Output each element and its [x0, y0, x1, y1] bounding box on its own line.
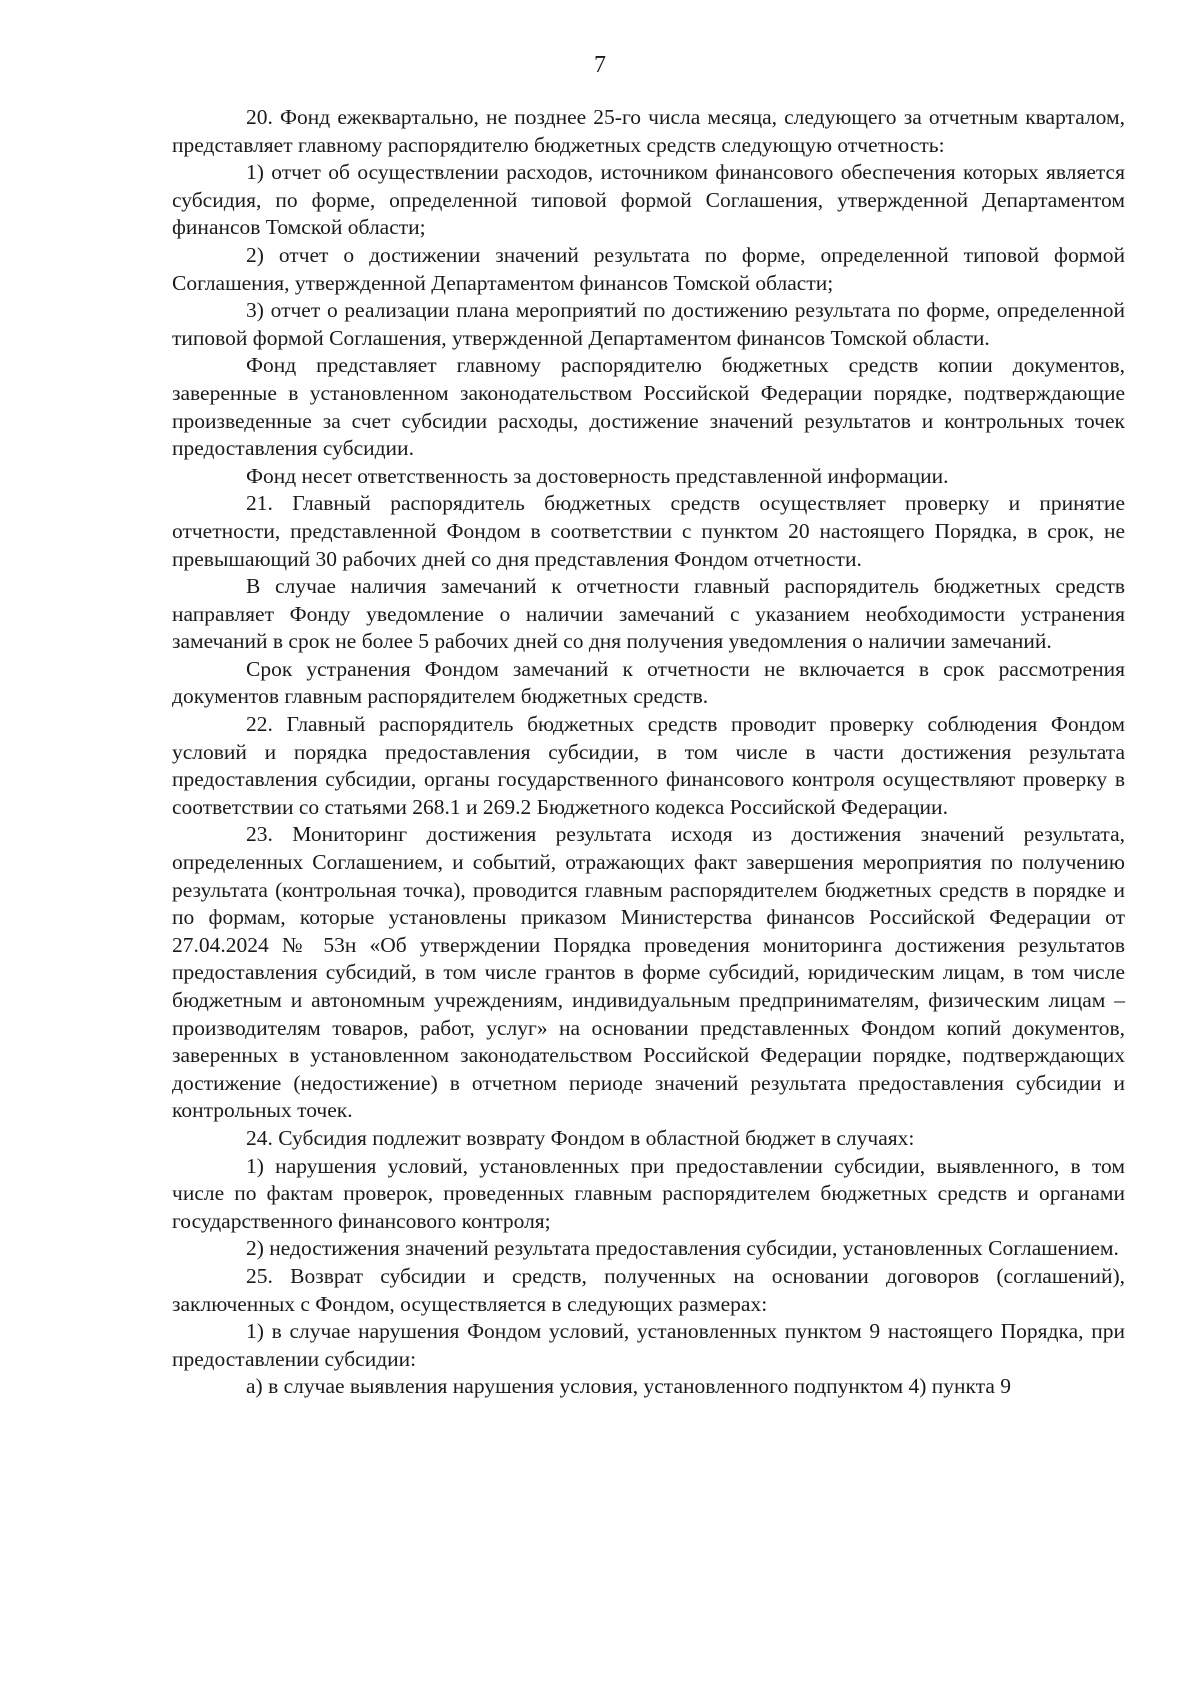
- paragraph-20-responsibility: Фонд несет ответственность за достоверность представленной информации.: [246, 463, 949, 488]
- paragraph-20-copies: Фонд представляет главному распорядителю бюджетных средств копии документов, заверенные в установленном законодательством Российской Федерации порядке, подтверждающие произведенные за счет субсидии расходы, достижение значений результатов и контрольных точек предоставления субсидии.: [172, 353, 1125, 461]
- document-body: [172, 104, 1125, 1401]
- paragraph-21-remarks: В случае наличия замечаний к отчетности главный распорядитель бюджетных средств направляет Фонду уведомление о наличии замечаний с указанием необходимости устранения замечаний в срок не более 5 рабочих дней со дня получения уведомления о наличии замечаний.: [172, 574, 1125, 654]
- paragraph-24: 24. Субсидия подлежит возврату Фондом в областной бюджет в случаях:: [246, 1125, 915, 1150]
- paragraph-24-item-2: 2) недостижения значений результата предоставления субсидии, установленных Соглашением.: [246, 1236, 1119, 1261]
- paragraph-21: 21. Главный распорядитель бюджетных средств осуществляет проверку и принятие отчетности, представленной Фондом в соответствии с пунктом 20 настоящего Порядка, в срок, не превышающий 30 рабочих дней со дня представления Фондом отчетности.: [172, 491, 1125, 571]
- paragraph-20-item-3: 3) отчет о реализации плана мероприятий по достижению результата по форме, определенной типовой формой Соглашения, утвержденной Департаментом финансов Томской области.: [172, 298, 1125, 350]
- paragraph-22: 22. Главный распорядитель бюджетных средств проводит проверку соблюдения Фондом условий и порядка предоставления субсидии, в том числе в части достижения результата предоставления субсидии, органы государственного финансового контроля осуществляют проверку в соответствии со статьями 268.1 и 269.2 Бюджетного кодекса Российской Федерации.: [172, 712, 1125, 819]
- paragraph-25-item-1a: а) в случае выявления нарушения условия, установленного подпунктом 4) пункта 9: [246, 1374, 1012, 1399]
- paragraph-21-term: Срок устранения Фондом замечаний к отчетности не включается в срок рассмотрения документов главным распорядителем бюджетных средств.: [172, 656, 1125, 709]
- paragraph-20-item-2: 2) отчет о достижении значений результата по форме, определенной типовой формой Соглашения, утвержденной Департаментом финансов Томской области;: [172, 242, 1125, 295]
- paragraph-24-item-1: 1) нарушения условий, установленных при предоставлении субсидии, выявленного, в том числе по фактам проверок, проведенных главным распорядителем бюджетных средств и органами государственного финансового контроля;: [172, 1153, 1125, 1233]
- paragraph-20: 20. Фонд ежеквартально, не позднее 25-го числа месяца, следующего за отчетным кварталом, представляет главному распорядителю бюджетных средств следующую отчетность:: [172, 105, 1125, 157]
- paragraph-20-item-1: 1) отчет об осуществлении расходов, источником финансового обеспечения которых является субсидия, по форме, определенной типовой формой Соглашения, утвержденной Департаментом финансов Томской области;: [172, 160, 1125, 240]
- paragraph-25: 25. Возврат субсидии и средств, полученных на основании договоров (соглашений), заключенных с Фондом, осуществляется в следующих размерах:: [172, 1263, 1125, 1316]
- paragraph-25-item-1: 1) в случае нарушения Фондом условий, установленных пунктом 9 настоящего Порядка, при предоставлении субсидии:: [172, 1319, 1125, 1371]
- paragraph-23: 23. Мониторинг достижения результата исходя из достижения значений результата, определенных Соглашением, и событий, отражающих факт завершения мероприятия по получению результата (контрольная точка), проводится главным распорядителем бюджетных средств в порядке и по формам, которые установлены приказом Министерства финансов Российской Федерации от 27.04.2024 № 53н «Об утверждении Порядка проведения мониторинга достижения результатов предоставления субсидий, в том числе грантов в форме субсидий, юридическим лицам, в том числе бюджетным и автономным учреждениям, индивидуальным предпринимателям, физическим лицам – производителям товаров, работ, услуг» на основании представленных Фондом копий документов, заверенных в установленном законодательством Российской Федерации порядке, подтверждающих достижение (недостижение) в отчетном периоде значений результата предоставления субсидии и контрольных точек.: [172, 822, 1125, 1123]
- page-number: 7: [594, 52, 606, 78]
